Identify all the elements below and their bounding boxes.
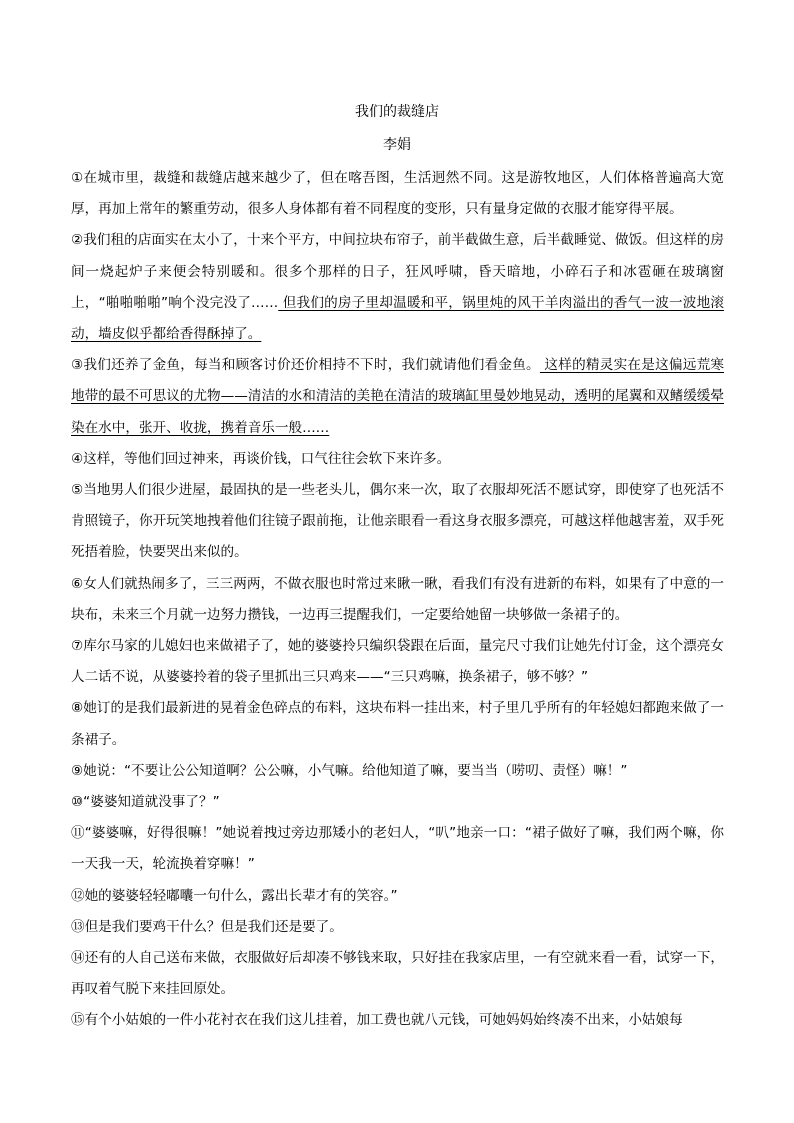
paragraph-text: ⑫她的婆婆轻轻嘟囔一句什么，露出长辈才有的笑容。” <box>71 887 398 904</box>
paragraph <box>71 631 724 693</box>
paragraph-text: ⑧她订的是我们最新进的晃着金色碎点的布料，这块布料一挂出来，村子里几乎所有的年轻媳妇都跑来做了一条裙子。 <box>71 700 724 748</box>
paragraph <box>71 350 724 444</box>
paragraph <box>71 569 724 631</box>
paragraph-text: ⑤当地男人们很少进屋，最固执的是一些老头儿，偶尔来一次，取了衣服却死活不愿试穿，即使穿了也死活不肯照镜子，你开玩笑地拽着他们往镜子跟前拖，让他亲眼看一看这身衣服多漂亮，可越这样他越害羞，双手死死捂着脸，快要哭出来似的。 <box>71 482 724 561</box>
paragraph <box>71 943 724 1005</box>
paragraph <box>71 787 724 818</box>
paragraph-text: ⑦库尔马家的儿媳妇也来做裙子了，她的婆婆拎只编织袋跟在后面，量完尺寸我们让她先付订金，这个漂亮女人二话不说，从婆婆拎着的袋子里抓出三只鸡来——“三只鸡嘛，换条裙子，够不够？” <box>71 638 724 686</box>
document-body <box>71 163 724 1037</box>
paragraph <box>71 756 724 787</box>
paragraph <box>71 1005 724 1036</box>
paragraph-text: ⑬但是我们要鸡干什么？但是我们还是要了。 <box>71 918 343 935</box>
paragraph <box>71 912 724 943</box>
paragraph-text: ⑨她说：“不要让公公知道啊？公公嘛，小气嘛。给他知道了嘛，要当当（唠叨、责怪）嘛！” <box>71 762 628 779</box>
paragraph-text: ①在城市里，裁缝和裁缝店越来越少了，但在喀吾图，生活迥然不同。这是游牧地区，人们体格普遍高大宽厚，再加上常年的繁重劳动，很多人身体都有着不同程度的变形，只有量身定做的衣服才能穿得平展。 <box>71 170 724 218</box>
paragraph-text: ⑩“婆婆知道就没事了？” <box>71 794 220 811</box>
paragraph <box>71 225 724 350</box>
paragraph <box>71 475 724 569</box>
paragraph <box>71 881 724 912</box>
paragraph-text: ⑮有个小姑娘的一件小花衬衣在我们这儿挂着，加工费也就八元钱，可她妈妈始终凑不出来，小姑娘每 <box>71 1012 683 1029</box>
paragraph <box>71 444 724 475</box>
paragraph <box>71 693 724 755</box>
paragraph-text: ②我们租的店面实在太小了，十来个平方，中间拉块布帘子，前半截做生意，后半截睡觉、做饭。但这样的房间一烧起炉子来便会特别暖和。很多个那样的日子，狂风呼啸，昏天暗地，小碎石子和冰雹砸在玻璃窗上，“啪啪啪啪”响个没完没了…… <box>71 232 724 311</box>
paragraph <box>71 818 724 880</box>
document-author: 李娟 <box>383 137 411 153</box>
paragraph-text: ⑥女人们就热闹多了，三三两两，不做衣服也时常过来瞅一瞅，看我们有没有进新的布料，如果有了中意的一块布，未来三个月就一边努力攒钱，一边再三提醒我们，一定要给她留一块够做一条裙子的。 <box>71 575 724 623</box>
paragraph-text: ③我们还养了金鱼，每当和顾客讨价还价相持不下时，我们就请他们看金鱼。 <box>71 357 540 374</box>
paragraph-text: ⑪“婆婆嘛，好得很嘛！”她说着拽过旁边那矮小的老妇人，“叭”地亲一口：“裙子做好了嘛，我们两个嘛，你一天我一天，轮流换着穿嘛！” <box>71 825 724 873</box>
paragraph-text: ④这样，等他们回过神来，再谈价钱，口气往往会软下来许多。 <box>71 450 451 467</box>
underlined-passage: 但我们的房子里却温暖和平，锅里炖的风干羊肉溢出的香气一波一波地滚动，墙皮似乎都给香得酥掉了。 <box>71 294 724 343</box>
document-title: 我们的裁缝店 <box>355 104 439 120</box>
underlined-passage: 这样的精灵实在是这偏远荒寒地带的最不可思议的尤物——清洁的水和清洁的美艳在清洁的玻璃缸里曼妙地晃动，透明的尾翼和双鳍缓缓晕染在水中，张开、收拢，携着音乐一般…… <box>71 357 724 436</box>
paragraph-text: ⑭还有的人自己送布来做，衣服做好后却凑不够钱来取，只好挂在我家店里，一有空就来看一看，试穿一下，再叹着气脱下来挂回原处。 <box>71 950 724 998</box>
paragraph <box>71 163 724 225</box>
